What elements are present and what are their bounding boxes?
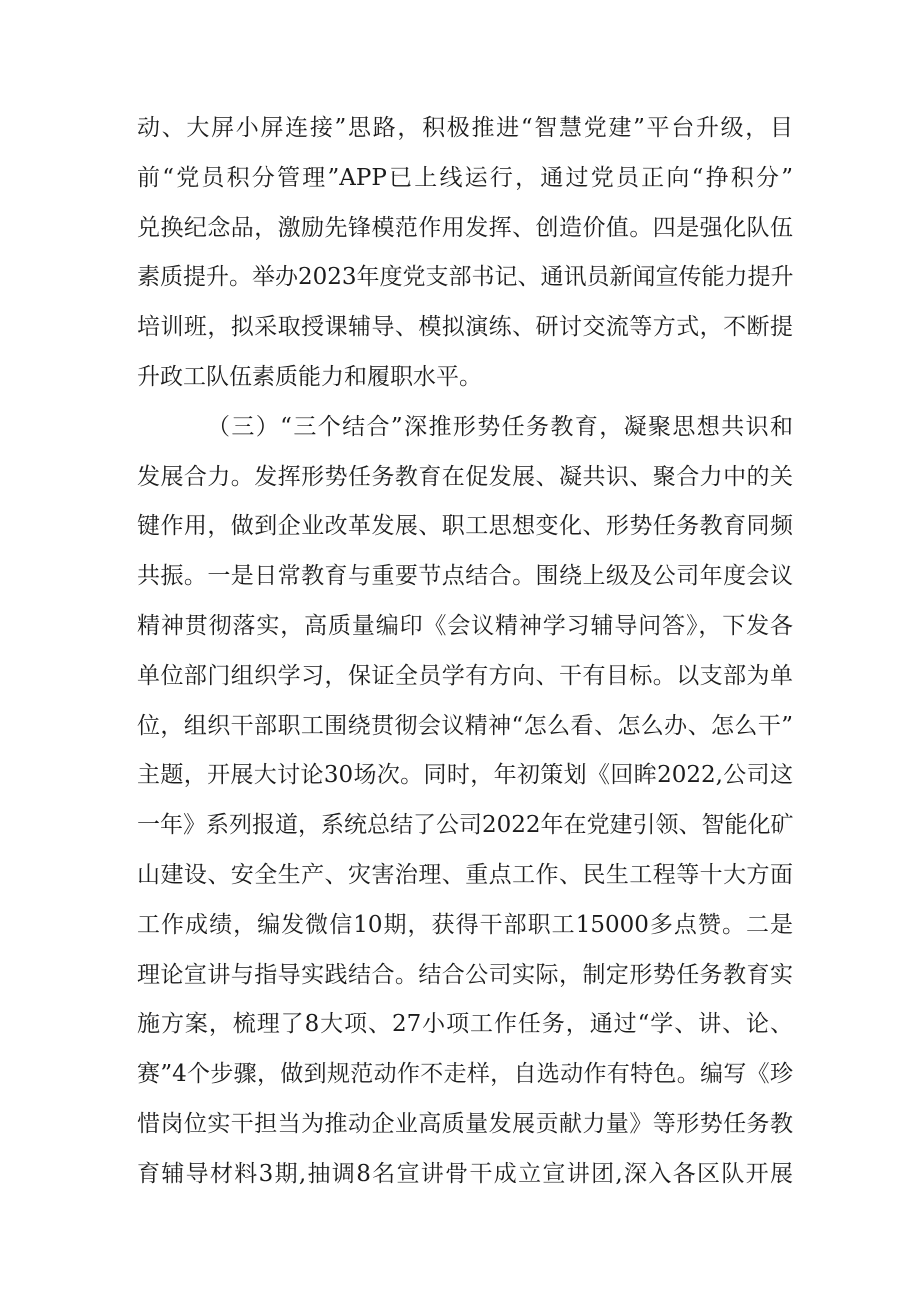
text-line: 惜岗位实干担当为推动企业高质量发展贡献力量》等形势任务教 — [137, 1110, 793, 1137]
text-line: 位，组织干部职工围绕贯彻会议精神“怎么看、怎么办、怎么干” — [137, 712, 793, 739]
text-line: 培训班，拟采取授课辅导、模拟演练、研讨交流等方式，不断提 — [137, 314, 793, 341]
text-line: 升政工队伍素质能力和履职水平。 — [137, 363, 482, 390]
text-line: 山建设、安全生产、灾害治理、重点工作、民生工程等十大方面 — [137, 861, 793, 888]
text-line: 素质提升。举办2023年度党支部书记、通讯员新闻宣传能力提升 — [137, 264, 794, 291]
text-line: 主题，开展大讨论30场次。同时，年初策划《回眸2022,公司这 — [137, 762, 793, 789]
document-body — [137, 104, 793, 1200]
text-line: 一年》系列报道，系统总结了公司2022年在党建引领、智能化矿 — [137, 812, 794, 839]
text-line: 理论宣讲与指导实践结合。结合公司实际，制定形势任务教育实 — [137, 961, 793, 988]
text-line: 施方案，梳理了8大项、27小项工作任务，通过“学、讲、论、 — [137, 1011, 793, 1038]
text-line: 动、大屏小屏连接”思路，积极推进“智慧党建”平台升级，目 — [137, 115, 793, 141]
text-line: 工作成绩，编发微信10期，获得干部职工15000多点赞。二是 — [137, 911, 793, 938]
text-line: 前“党员积分管理”APP已上线运行，通过党员正向“挣积分” — [137, 164, 793, 191]
text-line: 发展合力。发挥形势任务教育在促发展、凝共识、聚合力中的关 — [137, 463, 793, 490]
text-line: 兑换纪念品，激励先锋模范作用发挥、创造价值。四是强化队伍 — [137, 214, 793, 241]
text-line: 键作用，做到企业改革发展、职工思想变化、形势任务教育同频 — [137, 513, 793, 540]
text-line: 单位部门组织学习，保证全员学有方向、干有目标。以支部为单 — [137, 662, 793, 689]
text-line: 精神贯彻落实，高质量编印《会议精神学习辅导问答》，下发各 — [137, 612, 793, 639]
text-line: 育辅导材料3期,抽调8名宣讲骨干成立宣讲团,深入各区队开展 — [137, 1160, 793, 1187]
text-line: 共振。一是日常教育与重要节点结合。围绕上级及公司年度会议 — [137, 563, 793, 590]
text-line: 赛”4个步骤，做到规范动作不走样，自选动作有特色。编写《珍 — [137, 1061, 793, 1088]
section-heading-line: （三）“三个结合”深推形势任务教育，凝聚思想共识和 — [207, 413, 793, 440]
